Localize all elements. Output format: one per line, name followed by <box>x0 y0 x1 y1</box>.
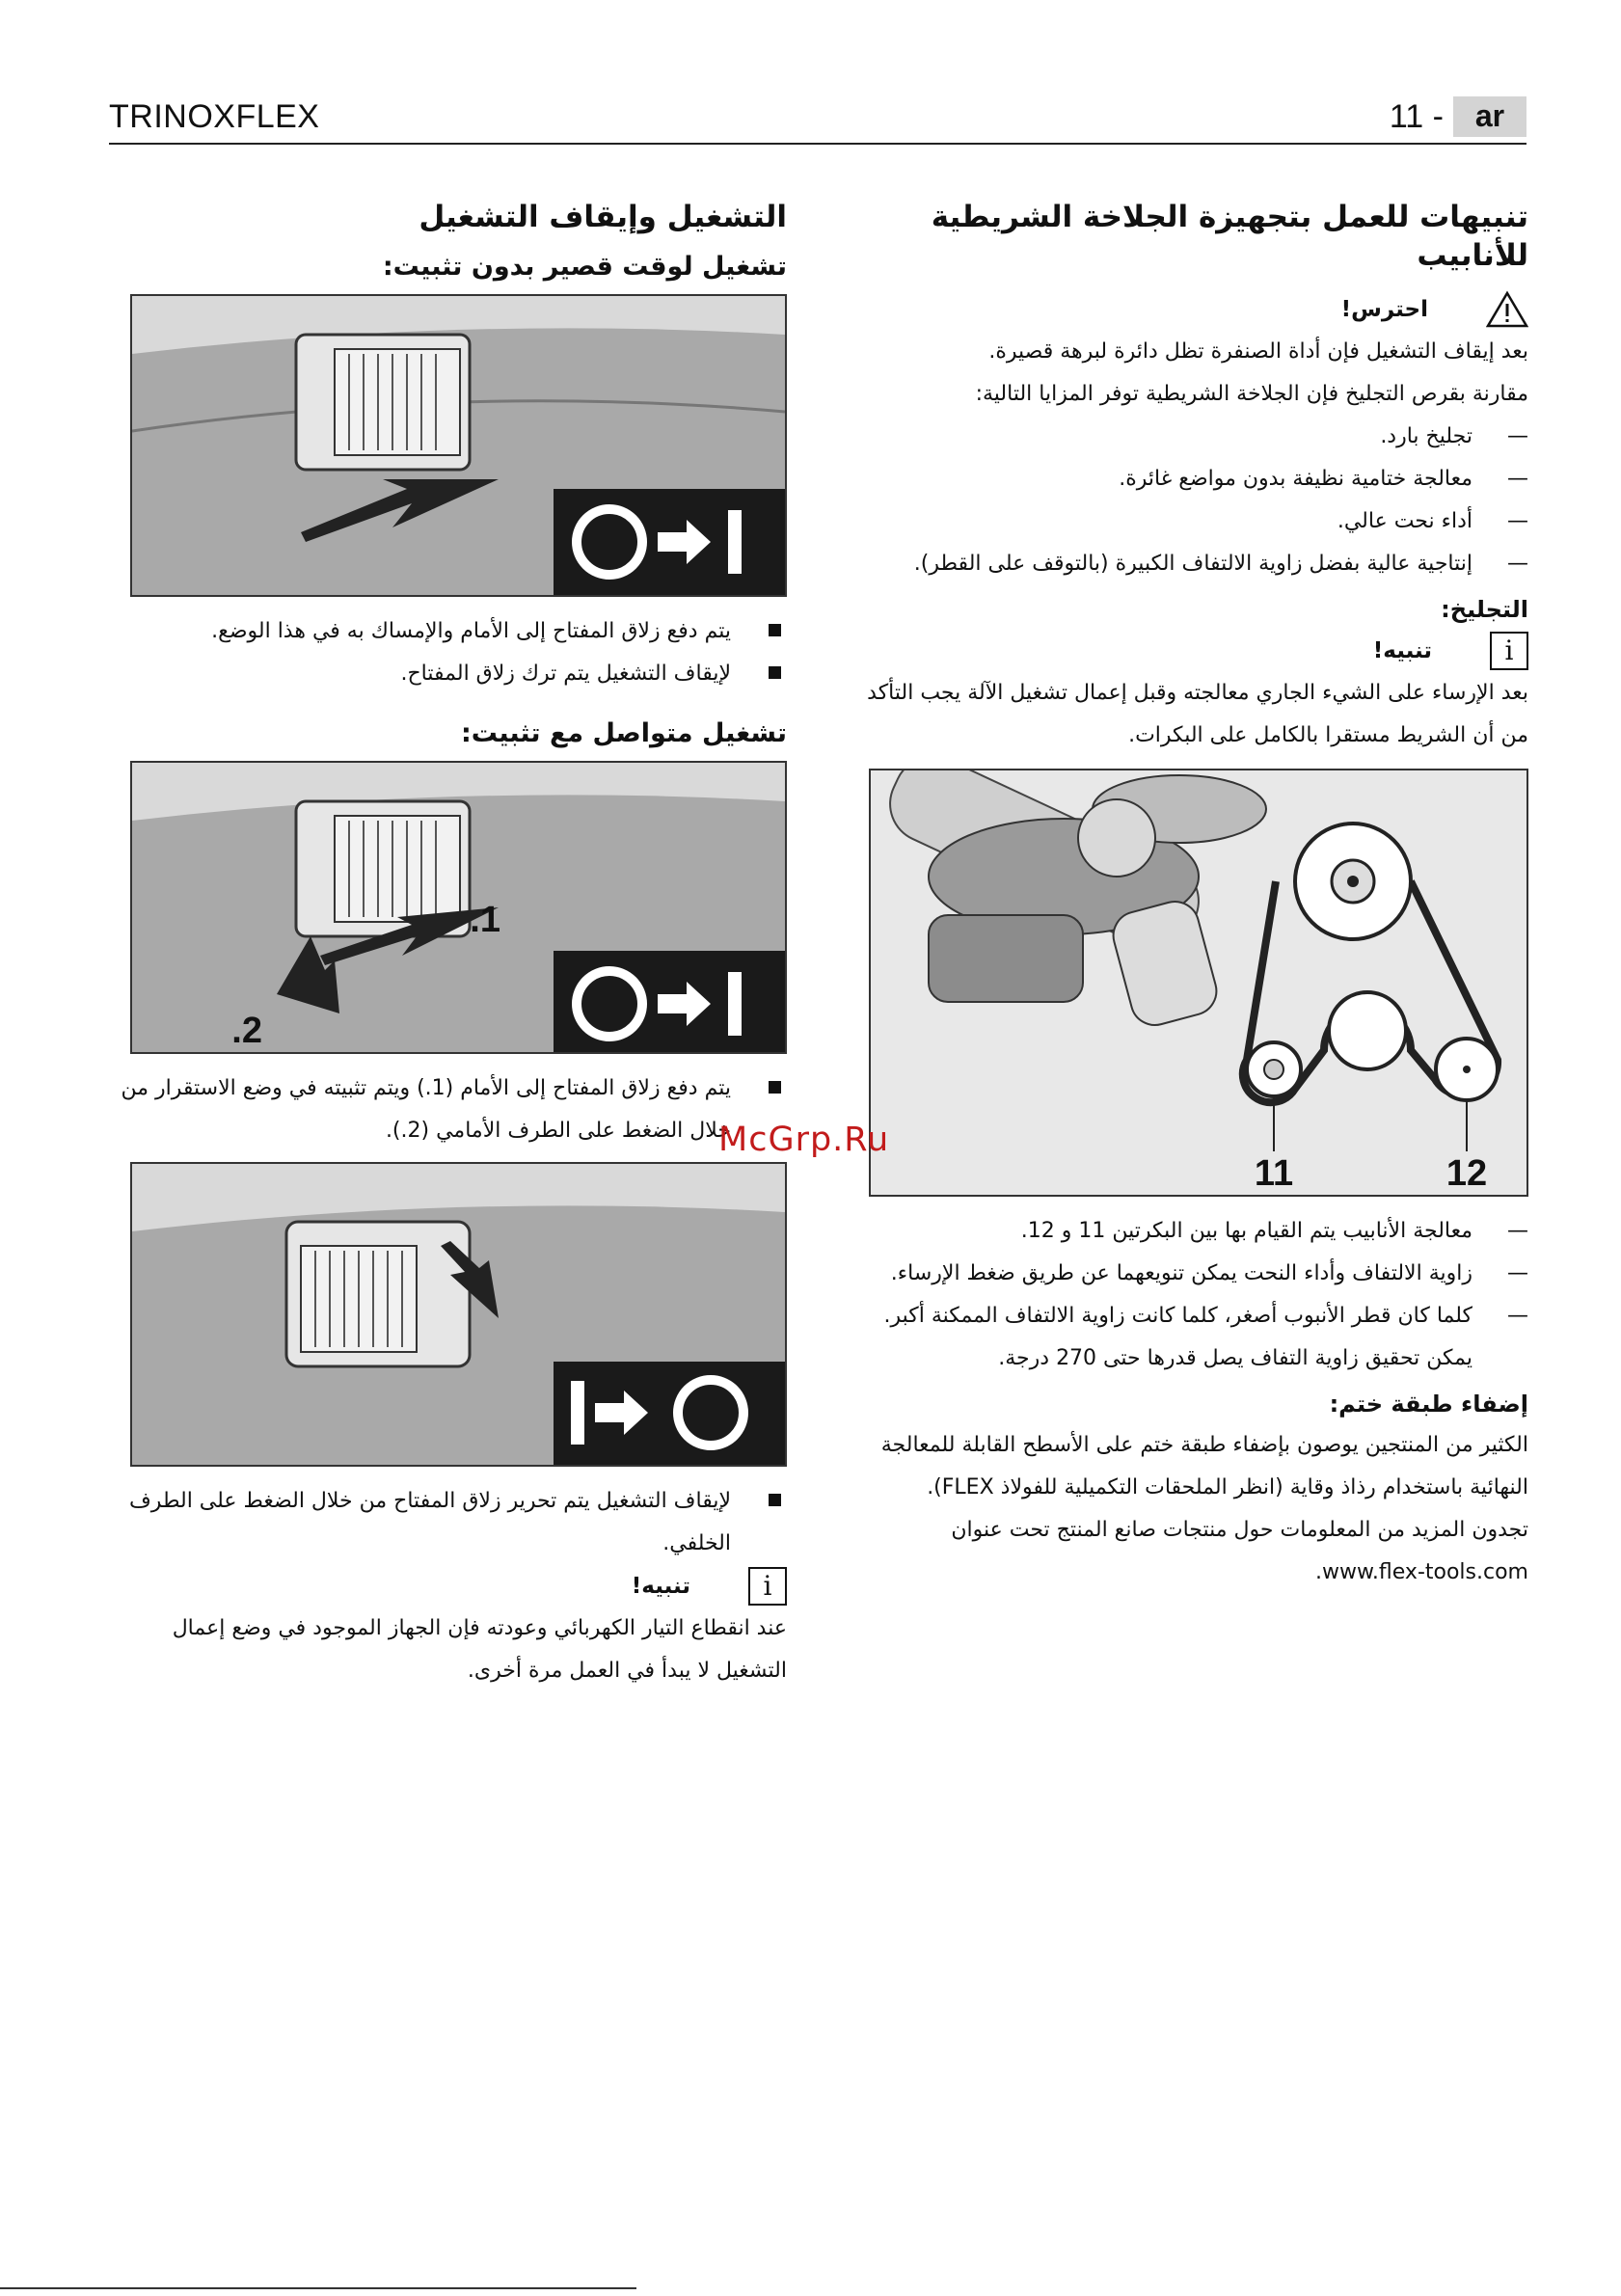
info-icon: i <box>748 1567 787 1606</box>
left-note-text: عند انقطاع التيار الكهربائي وعودته فإن الجهاز الموجود في وضع إعمال التشغيل لا يبدأ في العمل مرة أخرى. <box>172 1616 787 1683</box>
website-text: تجدون المزيد من المعلومات حول منتجات صانع المنتج تحت عنوان www.flex-tools.com. <box>951 1518 1528 1584</box>
advantages-list <box>853 416 1528 585</box>
list-item: — معالجة ختامية نظيفة بدون مواضع غائرة. <box>853 458 1528 500</box>
note-text: بعد الإرساء على الشيء الجاري معالجته وقبل إعمال تشغيل الآلة يجب التأكد من أن الشريط مستقرا بالكامل على البكرات. <box>867 681 1528 747</box>
continuous-operation-list <box>109 1067 787 1152</box>
belt-grinder-figure <box>869 769 1528 1197</box>
short-operation-list <box>109 610 787 695</box>
caution-text: بعد إيقاف التشغيل فإن أداة الصنفرة تظل دائرة لبرهة قصيرة. <box>988 339 1528 364</box>
section-title-belt-grinder: تنبيهات للعمل بتجهيزة الجلاخة الشريطية للأنابيب <box>931 200 1528 273</box>
list-item: — زاوية الالتفاف وأداء النحت يمكن تنويعهما عن طريق ضغط الإرساء. <box>853 1253 1528 1295</box>
left-note-row <box>109 1565 787 1607</box>
caution-label: احترس! <box>1340 297 1428 322</box>
switch-illustration-short <box>132 296 785 595</box>
switch-off-list <box>109 1480 787 1565</box>
footer-divider <box>0 2287 636 2289</box>
switch-figure-continuous <box>130 761 787 1054</box>
list-item: لإيقاف التشغيل يتم ترك زلاق المفتاح. <box>109 653 787 695</box>
info-icon: i <box>1490 632 1528 670</box>
roller-12-label: 12 <box>1445 1153 1488 1194</box>
continuous-operation-heading: تشغيل متواصل مع تثبيت: <box>460 718 787 748</box>
note-row <box>853 630 1528 672</box>
finish-text: الكثير من المنتجين يوصون بإضفاء طبقة ختم على الأسطح القابلة للمعالجة النهائية باستخدام رذاذ وقاية (انظر الملحقات التكميلية للفولاذ FLEX). <box>880 1433 1528 1499</box>
brand-name: TRINOXFLEX <box>109 98 320 135</box>
advantages-intro: مقارنة بقرص التجليخ فإن الجلاخة الشريطية توفر المزايا التالية: <box>975 382 1528 406</box>
page-header <box>109 96 1526 145</box>
grinding-heading: التجليخ: <box>1441 596 1528 623</box>
switch-illustration-off <box>132 1164 785 1465</box>
step-1-label: 1. <box>470 900 500 940</box>
list-item: لإيقاف التشغيل يتم تحرير زلاق المفتاح من خلال الضغط على الطرف الخلفي. <box>109 1480 787 1565</box>
belt-grinder-illustration <box>871 770 1526 1195</box>
language-tag: ar <box>1453 96 1526 137</box>
list-item: يتم دفع زلاق المفتاح إلى الأمام (1.) ويتم تثبيته في وضع الاستقرار من خلال الضغط على الطرف الأمامي (2.). <box>109 1067 787 1152</box>
note-label: تنبيه! <box>1372 638 1432 663</box>
switch-figure-short <box>130 294 787 597</box>
right-column <box>853 198 1528 1594</box>
roller-11-label: 11 <box>1254 1153 1294 1194</box>
list-item: يتم دفع زلاق المفتاح إلى الأمام والإمساك به في هذا الوضع. <box>109 610 787 653</box>
section-title-switching: التشغيل وإيقاف التشغيل <box>419 200 787 234</box>
warning-triangle-icon <box>1486 290 1528 329</box>
finish-heading: إضفاء طبقة ختم: <box>1329 1391 1528 1418</box>
left-note-label: تنبيه! <box>631 1574 690 1599</box>
short-operation-heading: تشغيل لوقت قصير بدون تثبيت: <box>382 252 787 282</box>
watermark-text: McGrp.Ru <box>718 1121 890 1159</box>
left-column <box>109 198 787 1692</box>
switch-illustration-continuous <box>132 763 785 1052</box>
step-2-label: 2. <box>231 1011 262 1051</box>
list-item: — تجليخ بارد. <box>853 416 1528 458</box>
list-item: — أداء نحت عالي. <box>853 500 1528 543</box>
list-item: — إنتاجية عالية بفضل زاوية الالتفاف الكبيرة (بالتوقف على القطر). <box>853 543 1528 585</box>
page-number: 11 - <box>1389 98 1444 135</box>
list-item: — معالجة الأنابيب يتم القيام بها بين البكرتين 11 و 12. <box>853 1210 1528 1253</box>
caution-row <box>853 288 1528 331</box>
switch-figure-off <box>130 1162 787 1467</box>
process-list <box>853 1210 1528 1380</box>
list-item: — كلما كان قطر الأنبوب أصغر، كلما كانت زاوية الالتفاف الممكنة أكبر. يمكن تحقيق زاوية التفاف يصل قدرها حتى 270 درجة. <box>853 1295 1528 1380</box>
